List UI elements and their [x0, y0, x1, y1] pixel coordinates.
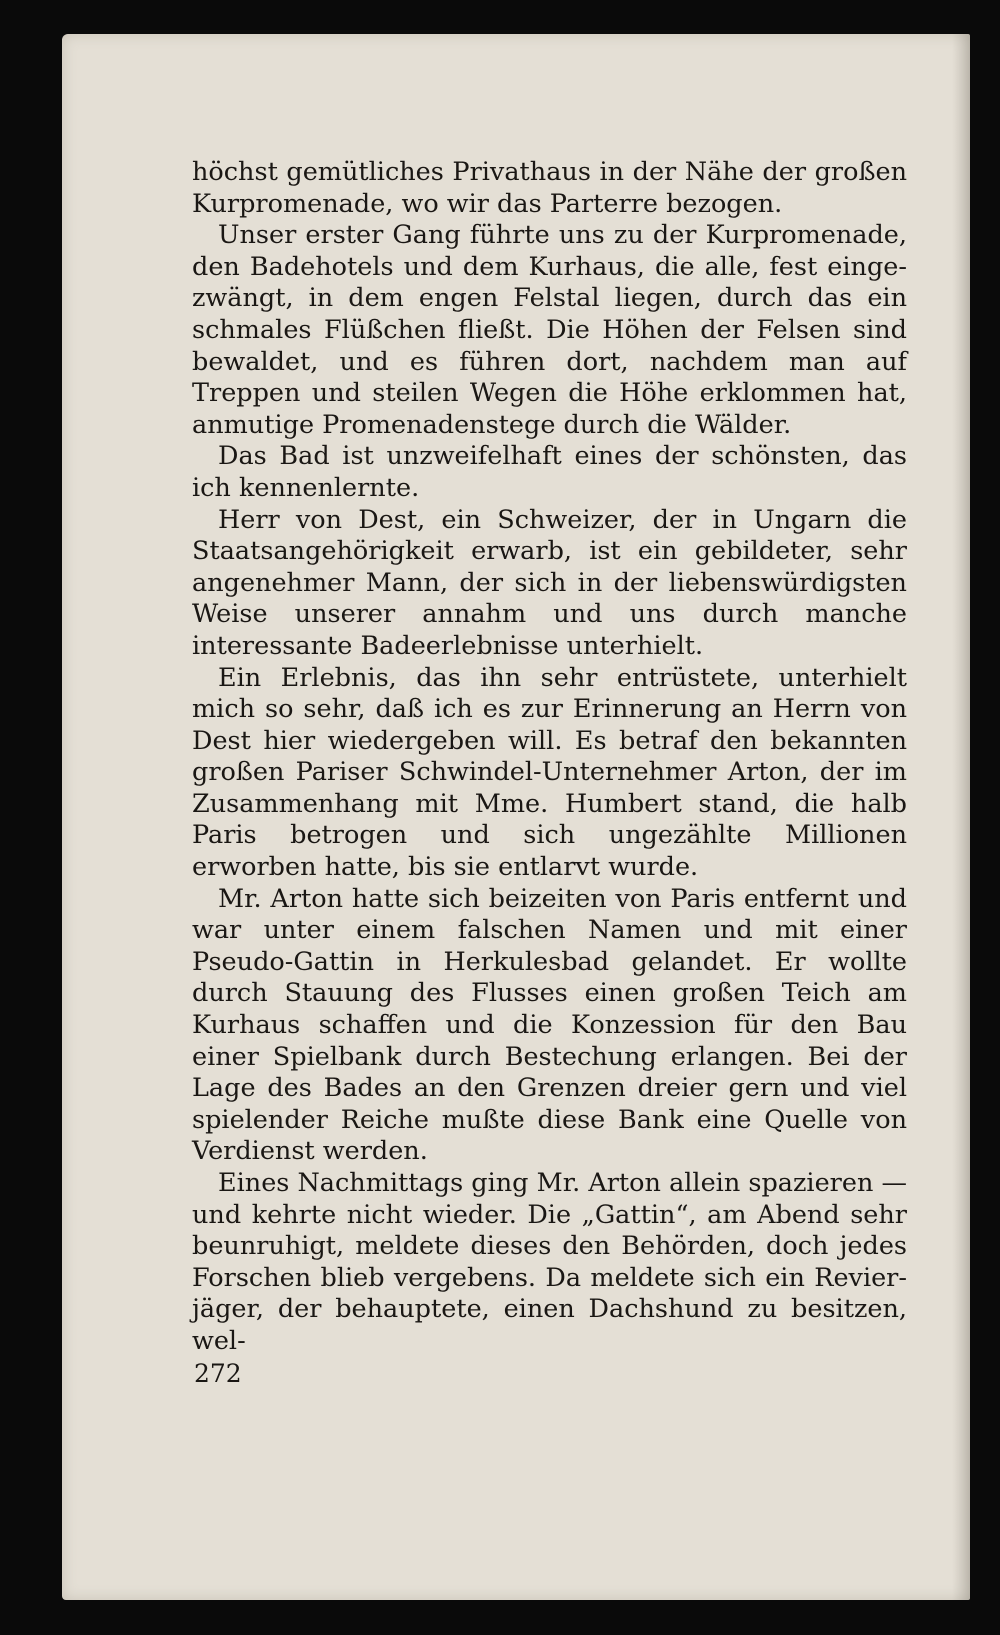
paragraph-continuation: höchst gemütliches Privathaus in der Nähe der großen Kurpromenade, wo wir das Parterre bezogen.: [192, 157, 907, 219]
paragraph-bad: Das Bad ist unzweifelhaft eines der schönsten, das ich kennenlernte.: [192, 441, 907, 503]
paragraph-erlebnis: Ein Erlebnis, das ihn sehr entrüstete, unterhielt mich so sehr, daß ich es zur Erinnerung an Herrn von Dest hier wiedergeben will. Es betraf den bekannten großen Pariser Schwindel-Unternehmer Arton, der im Zusammenhang mit Mme. Humbert stand, die halb Paris betrogen und sich ungezählte Millionen erworben hatte, bis sie entlarvt wurde.: [192, 662, 907, 883]
paragraph-kurpromenade: Unser erster Gang führte uns zu der Kurpromenade, den Badehotels und dem Kurhaus, die alle, fest eingezwängt, in dem engen Felstal liegen, durch das ein schmales Flüßchen fließt. Die Höhen der Felsen sind bewaldet, und es führen dort, nachdem man auf Treppen und steilen Wegen die Höhe erklommen hat, anmutige Promenadenstege durch die Wälder.: [192, 220, 907, 440]
paragraph-mr-arton: Mr. Arton hatte sich beizeiten von Paris entfernt und war unter einem falschen Namen und mit einer Pseudo-Gattin in Herkulesbad gelandet. Er wollte durch Stauung des Flusses einen großen Teich am Kurhaus schaffen und die Konzession für den Bau einer Spielbank durch Bestechung erlangen. Bei der Lage des Bades an den Grenzen dreier gern und viel spielender Reiche mußte diese Bank eine Quelle von Verdienst werden.: [192, 883, 907, 1167]
body-text: [192, 157, 907, 1358]
paragraph-herr-von-dest: Herr von Dest, ein Schweizer, der in Ungarn die Staatsangehörigkeit erwarb, ist ein gebildeter, sehr angenehmer Mann, der sich in der liebenswürdigsten Weise unserer annahm und uns durch manche interessante Badeerlebnisse unterhielt.: [192, 504, 907, 661]
page-number: 272: [194, 1359, 242, 1388]
binding-shadow: [952, 34, 970, 1600]
paragraph-nachmittag: Eines Nachmittags ging Mr. Arton allein spazieren — und kehrte nicht wieder. Die „Gattin“, am Abend sehr beunruhigt, meldete dieses den Behörden, doch jedes Forschen blieb vergebens. Da meldete sich ein Revierjäger, der behauptete, einen Dachshund zu besitzen, wel-: [192, 1168, 907, 1356]
